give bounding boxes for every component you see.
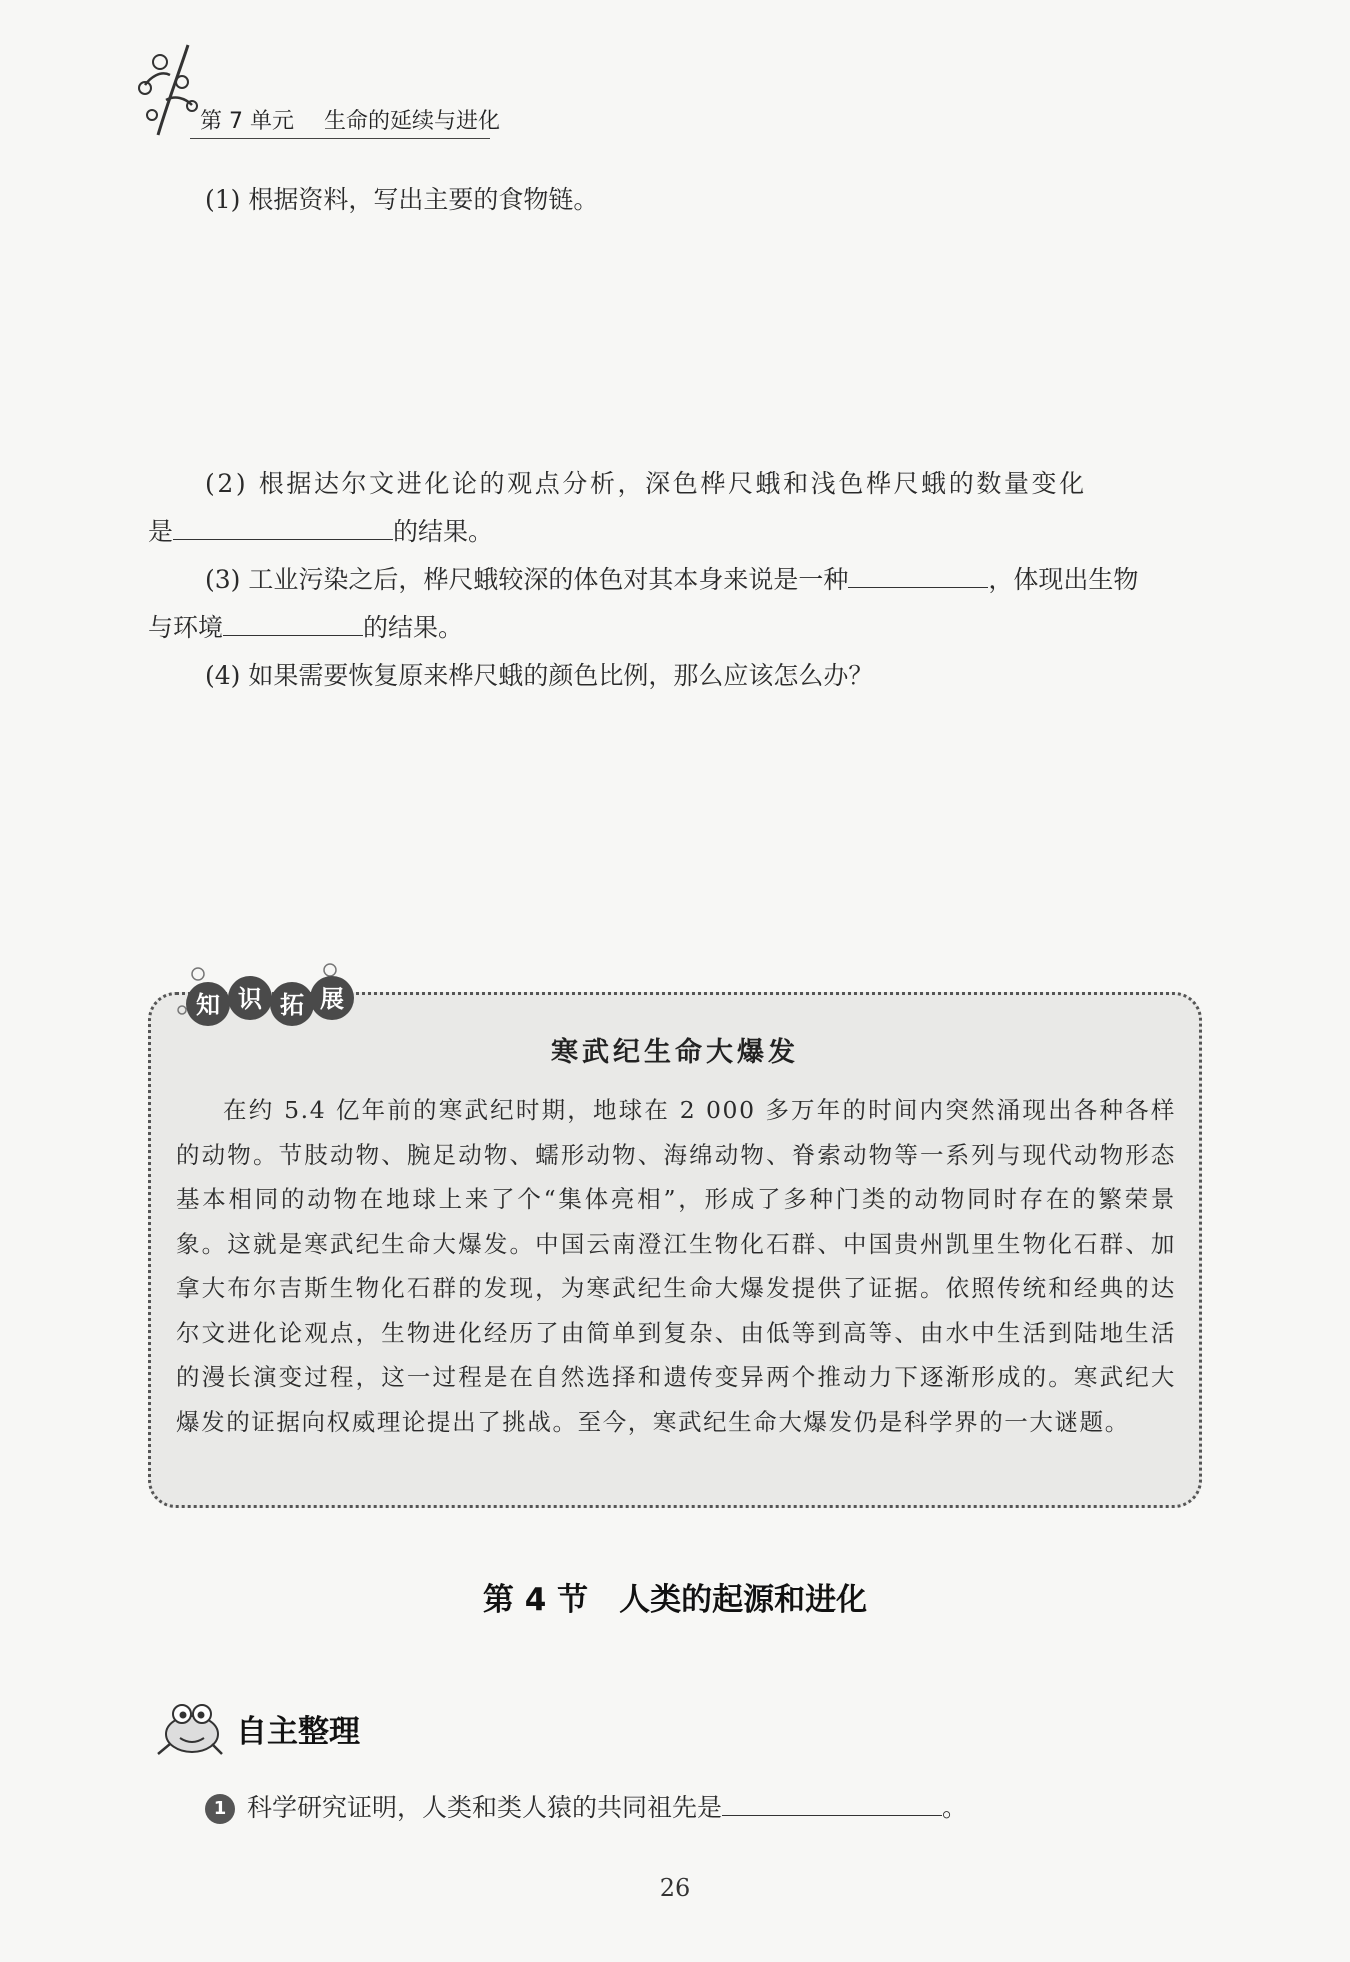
fill-in-item-1 [205,1784,967,1832]
question-2-prefix: 是 [148,517,174,546]
badge-char: 拓 [280,991,304,1019]
answer-blank[interactable] [722,1785,942,1816]
page-number: 26 [659,1874,691,1902]
unit-title: 生命的延续与进化 [323,109,500,134]
question-2-line-2 [148,508,493,556]
answer-blank[interactable] [848,557,988,588]
question-2-line-1: (2) 根据达尔文进化论的观点分析，深色桦尺蛾和浅色桦尺蛾的数量变化 [205,469,1087,498]
header-rule [190,138,490,139]
badge-char: 识 [238,985,262,1013]
badge-char: 知 [196,991,220,1019]
knowledge-paragraph: 在约 5.4 亿年前的寒武纪时期，地球在 2 000 多万年的时间内突然涌现出各种各样的动物。节肢动物、腕足动物、蠕形动物、海绵动物、脊索动物等一系列与现代动物形态基本相同的动物在地球上来了个“集体亮相”，形成了多种门类的动物同时存在的繁荣景象。这就是寒武纪生命大爆发。中国云南澄江生物化石群、中国贵州凯里生物化石群、加拿大布尔吉斯生物化石群的发现，为寒武纪生命大爆发提供了证据。依照传统和经典的达尔文进化论观点，生物进化经历了由简单到复杂、由低等到高等、由水中生活到陆地生活的漫长演变过程，这一过程是在自然选择和遗传变异两个推动力下逐渐形成的。寒武纪大爆发的证据向权威理论提出了挑战。至今，寒武纪生命大爆发仍是科学界的一大谜题。 [176,1096,1176,1436]
subsection-title: 自主整理 [236,1714,360,1750]
unit-header [200,104,500,135]
flower-branch-icon [130,40,210,140]
knowledge-title: 寒武纪生命大爆发 [551,1037,799,1068]
item-1-prefix: 科学研究证明，人类和类人猿的共同祖先是 [247,1793,723,1822]
answer-blank[interactable] [223,605,363,636]
question-3-line-2 [148,604,463,652]
unit-number: 第 7 单元 [200,109,294,134]
question-3-prefix: (3) 工业污染之后，桦尺蛾较深的体色对其本身来说是一种 [205,565,849,594]
section-title: 第 4 节 人类的起源和进化 [482,1582,868,1618]
question-3-suffix: ，体现出生物 [988,565,1139,594]
question-3-line-2-suffix: 的结果。 [363,613,464,642]
knowledge-body [176,1088,1176,1444]
question-4: (4) 如果需要恢复原来桦尺蛾的颜色比例，那么应该怎么办？ [205,661,874,690]
question-3-line-2-prefix: 与环境 [148,613,224,642]
knowledge-badge [170,952,370,1032]
item-1-suffix: 。 [942,1793,968,1822]
frog-icon [150,1692,230,1762]
answer-blank[interactable] [173,509,393,540]
question-1: (1) 根据资料，写出主要的食物链。 [205,185,599,214]
question-3-line-1 [205,556,1138,604]
item-number-badge: 1 [205,1794,235,1824]
question-2-suffix: 的结果。 [393,517,494,546]
badge-char: 展 [320,985,344,1013]
